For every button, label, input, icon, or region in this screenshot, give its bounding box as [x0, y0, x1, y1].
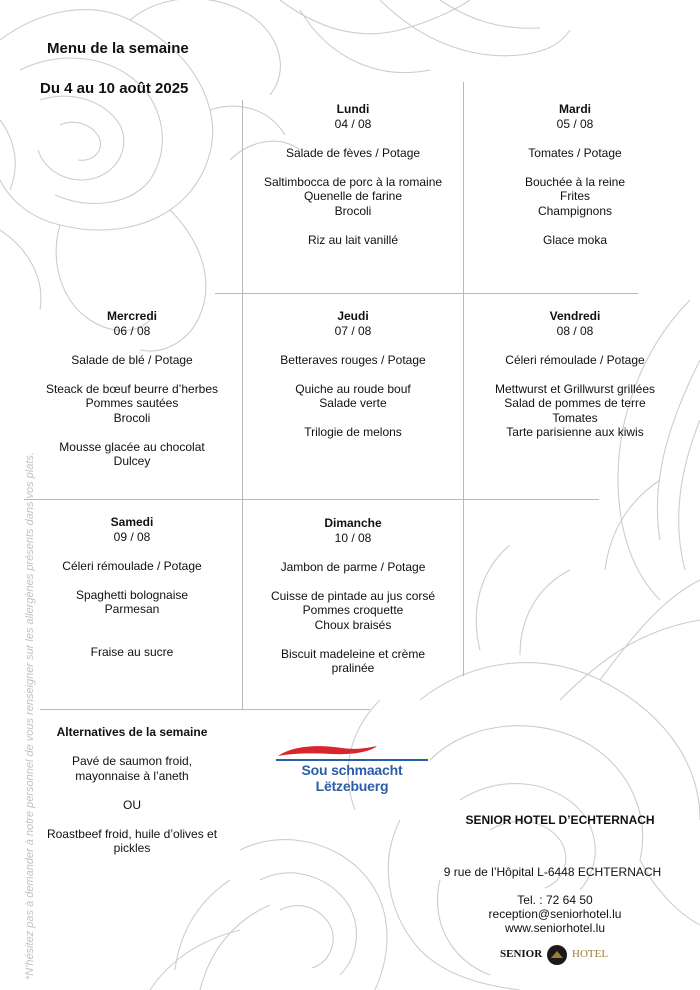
alternative-option: pickles	[113, 841, 151, 855]
dessert: Fraise au sucre	[90, 644, 174, 659]
day-cell-vendredi	[465, 309, 685, 440]
dessert: Dulcey	[113, 454, 151, 468]
starter: Salade de blé / Potage	[71, 352, 193, 367]
hotel-emblem-icon	[546, 944, 568, 966]
grid-divider	[40, 709, 370, 710]
day-date: 08 / 08	[556, 323, 594, 338]
grid-divider	[463, 82, 464, 676]
hotel-website: www.seniorhotel.lu	[504, 921, 606, 935]
main-dish: Brocoli	[334, 203, 372, 218]
main-dish: Frites	[560, 189, 590, 203]
day-date: 09 / 08	[113, 529, 151, 544]
day-cell-lundi	[243, 102, 463, 247]
main-dish: Bouchée à la reine	[524, 174, 626, 189]
main-dish: Tarte parisienne aux kiwis	[506, 425, 644, 439]
day-name: Jeudi	[337, 309, 369, 323]
day-cell-jeudi	[243, 309, 463, 440]
main-dish: Tomates	[552, 410, 598, 425]
day-date: 07 / 08	[334, 323, 372, 338]
day-name: Lundi	[336, 102, 370, 116]
hotel-email: reception@seniorhotel.lu	[488, 907, 622, 921]
main-dish: Champignons	[537, 203, 613, 218]
main-dish: Choux braisés	[314, 617, 392, 632]
day-date: 06 / 08	[113, 323, 151, 338]
dessert: Mousse glacée au chocolat	[59, 439, 205, 454]
main-dish: Spaghetti bolognaise	[75, 587, 189, 602]
alternatives-section	[22, 725, 242, 856]
alternatives-title: Alternatives de la semaine	[56, 725, 208, 739]
hotel-name: SENIOR HOTEL D’ECHTERNACH	[465, 813, 655, 827]
main-dish: Quiche au roude bouf	[295, 381, 411, 396]
day-name: Vendredi	[549, 309, 601, 323]
main-dish: Steack de bœuf beurre d’herbes	[45, 381, 219, 396]
day-date: 05 / 08	[556, 116, 594, 131]
starter: Jambon de parme / Potage	[280, 559, 426, 574]
starter: Salade de fèves / Potage	[285, 145, 421, 160]
alternative-option: Roastbeef froid, huile d’olives et	[46, 826, 218, 841]
dessert: Trilogie de melons	[304, 425, 402, 439]
starter: Céleri rémoulade / Potage	[505, 352, 645, 367]
main-dish: Quenelle de farine	[303, 189, 403, 203]
main-dish: Salade verte	[319, 396, 387, 410]
day-date: 10 / 08	[334, 530, 372, 545]
flag-swoosh-icon	[272, 740, 432, 762]
dessert: Biscuit madeleine et crème	[280, 646, 426, 661]
day-name: Mercredi	[106, 309, 158, 323]
alternatives-separator: OU	[123, 797, 141, 812]
main-dish: Cuisse de pintade au jus corsé	[270, 588, 436, 603]
brand-left: SENIOR	[500, 948, 543, 960]
logo-text: Sou schmaacht Lëtzebuerg	[301, 762, 403, 794]
grid-divider	[215, 293, 638, 294]
day-name: Mardi	[558, 102, 591, 116]
starter: Betteraves rouges / Potage	[280, 352, 426, 367]
main-dish: Brocoli	[113, 410, 151, 425]
day-cell-dimanche	[243, 516, 463, 676]
day-cell-mardi	[465, 102, 685, 247]
day-cell-samedi	[22, 515, 242, 659]
allergen-note: *N'hésitez pas à demander à notre personnel de vous renseigner sur les allergènes présents dans vos plats.	[24, 452, 36, 980]
dessert: pralinée	[331, 661, 375, 675]
starter: Tomates / Potage	[528, 145, 622, 160]
alternative-option: mayonnaise à l’aneth	[75, 768, 189, 783]
main-dish: Pommes croquette	[302, 603, 404, 617]
brand-right: HOTEL	[572, 948, 609, 960]
dessert: Riz au lait vanillé	[307, 232, 399, 247]
page-title: Menu de la semaine	[47, 40, 189, 57]
day-name: Dimanche	[324, 516, 382, 530]
date-range: Du 4 au 10 août 2025	[40, 80, 189, 97]
alternative-option: Pavé de saumon froid,	[71, 754, 193, 768]
main-dish: Mettwurst et Grillwurst grillées	[494, 381, 656, 396]
day-name: Samedi	[110, 515, 154, 529]
hotel-address: 9 rue de l’Hôpital L-6448 ECHTERNACH	[443, 865, 662, 879]
senior-hotel-logo	[500, 944, 616, 966]
day-date: 04 / 08	[334, 116, 372, 131]
grid-divider	[24, 499, 599, 500]
starter: Céleri rémoulade / Potage	[62, 558, 202, 573]
main-dish: Saltimbocca de porc à la romaine	[263, 174, 443, 189]
dessert: Glace moka	[542, 232, 608, 247]
day-cell-mercredi	[22, 309, 242, 469]
sou-schmaacht-letzebuerg-logo	[272, 740, 432, 794]
main-dish: Salad de pommes de terre	[504, 396, 646, 410]
hotel-phone: Tel. : 72 64 50	[517, 893, 593, 907]
main-dish: Pommes sautées	[85, 396, 179, 410]
main-dish: Parmesan	[104, 602, 160, 616]
